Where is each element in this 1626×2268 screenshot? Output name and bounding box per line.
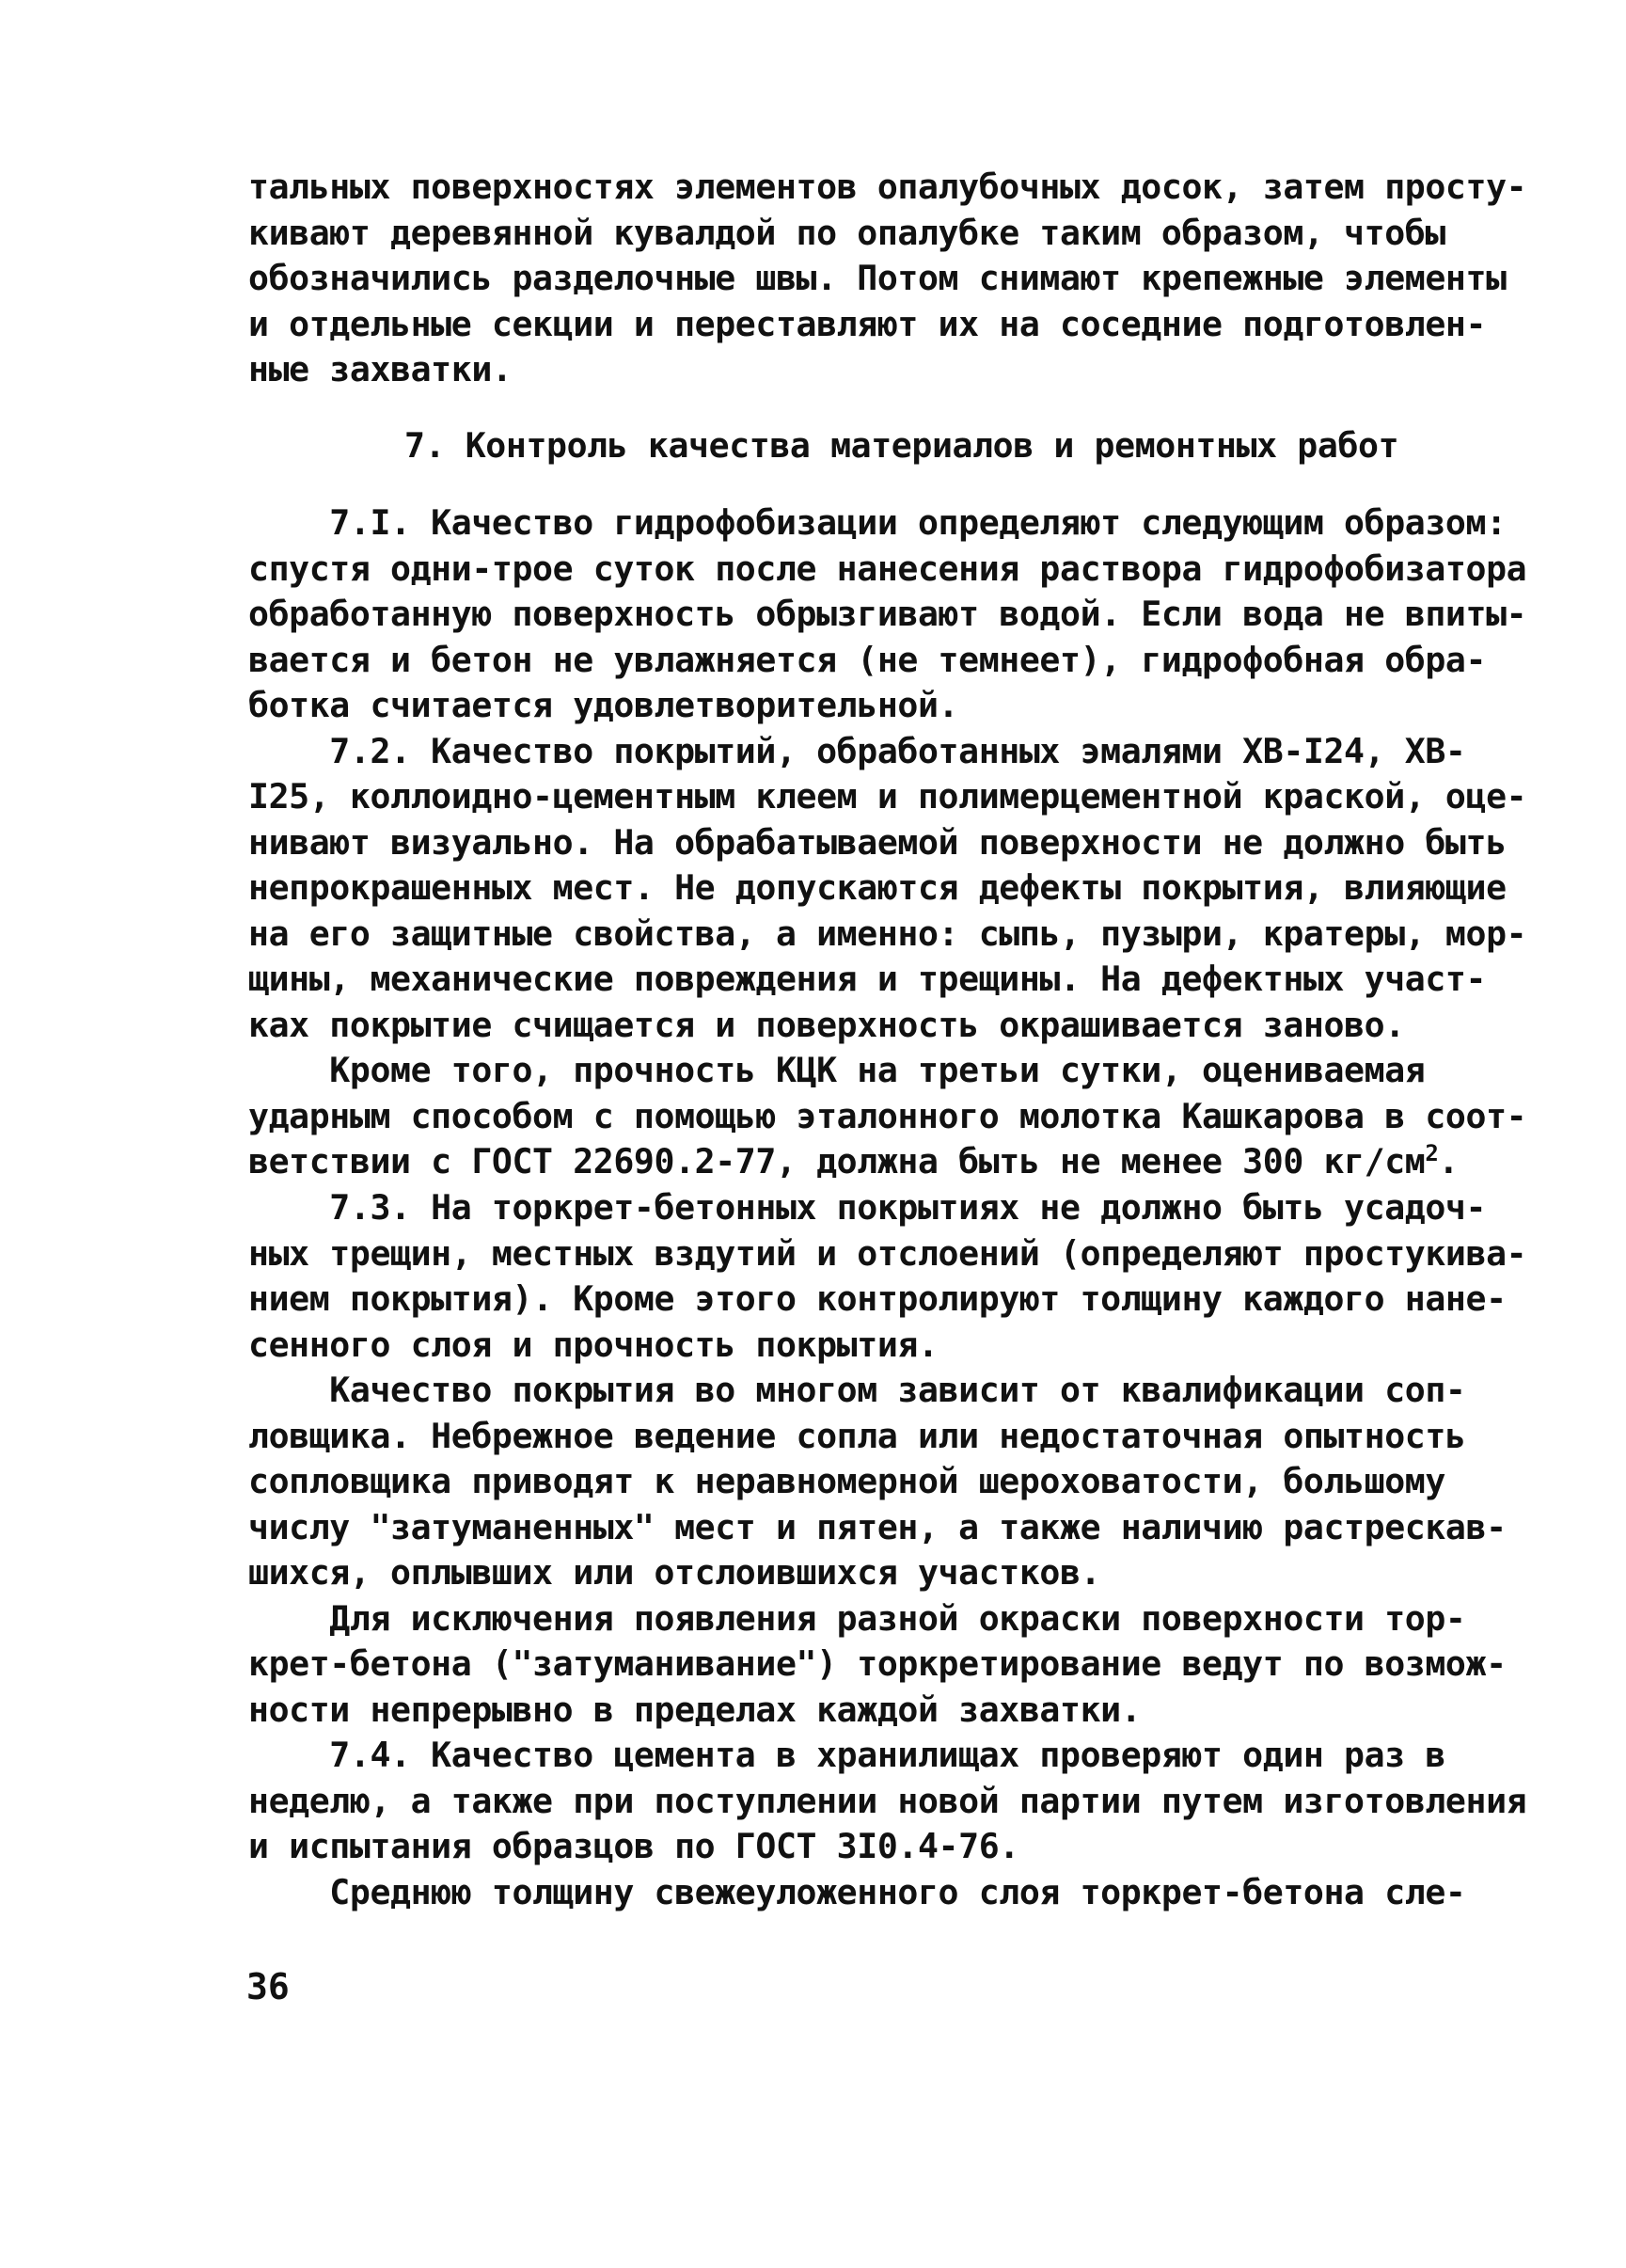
units-line — [248, 1139, 1526, 1185]
text-line: ности непрерывно в пределах каждой захватки. — [248, 1689, 1142, 1730]
text-line: Кроме того, прочность КЦК на третьи сутки, оцениваемая — [248, 1050, 1426, 1090]
text-line: обработанную поверхность обрызгивают водой. Если вода не впиты- — [248, 594, 1527, 634]
text-line: ловщика. Небрежное ведение сопла или недостаточная опытность — [248, 1415, 1466, 1456]
text-line: ударным способом с помощью эталонного молотка Кашкарова в соот- — [248, 1095, 1527, 1136]
text-line: крет-бетона ("затуманивание") торкретирование ведут по возмож- — [248, 1643, 1507, 1684]
text-line: числу "затуманенных" мест и пятен, а также наличию растрескав- — [248, 1506, 1507, 1547]
units-line-text: ветствии с ГОСТ 22690.2-77, должна быть не менее 300 кг/см — [248, 1141, 1426, 1182]
text-line: Качество покрытия во многом зависит от квалификации соп- — [248, 1370, 1466, 1410]
superscript-2: 2 — [1425, 1139, 1439, 1166]
text-line: нивают визуально. На обрабатываемой поверхности не должно быть — [248, 821, 1507, 863]
text-line: нием покрытия). Кроме этого контролируют толщину каждого нане- — [248, 1278, 1507, 1319]
text-line: ках покрытие счищается и поверхность окрашивается заново. — [248, 1004, 1405, 1045]
body-section-7-1-7-2 — [248, 500, 1526, 1185]
text-line: кивают деревянной кувалдой по опалубке таким образом, чтобы — [248, 212, 1445, 253]
text-line: ботка считается удовлетворительной. — [248, 685, 959, 725]
text-line: 7.4. Качество цемента в хранилищах проверяют один раз в — [248, 1735, 1445, 1775]
text-line: сенного слоя и прочность покрытия. — [248, 1324, 939, 1365]
text-line: шихся, оплывших или отслоившихся участков. — [248, 1552, 1101, 1593]
text-line: и испытания образцов по ГОСТ 3I0.4-76. — [248, 1826, 1019, 1866]
text-line: 7.I. Качество гидрофобизации определяют следующим образом: — [248, 502, 1507, 543]
text-line: спустя одни-трое суток после нанесения раствора гидрофобизатора — [248, 547, 1527, 589]
body-section-7-3-7-4 — [248, 1185, 1526, 1915]
text-line: ные захватки. — [248, 349, 513, 389]
page-number: 36 — [246, 1966, 290, 2007]
text-line: тальных поверхностях элементов опалубочных досок, затем просту- — [248, 167, 1527, 207]
units-line-end: . — [1438, 1141, 1459, 1182]
text-line: I25, коллоидно-цементным клеем и полимерцементной краской, оце- — [248, 776, 1527, 817]
text-line: сопловщика приводят к неравномерной шероховатости, большому — [248, 1461, 1445, 1501]
text-line: неделю, а также при поступлении новой партии путем изготовления — [248, 1780, 1527, 1821]
text-line: ных трещин, местных вздутий и отслоений (определяют простукива- — [248, 1232, 1527, 1274]
text-line: Среднюю толщину свежеуложенного слоя торкрет-бетона сле- — [248, 1871, 1466, 1912]
intro-paragraph — [248, 165, 1526, 393]
text-line: на его защитные свойства, а именно: сыпь, пузыри, кратеры, мор- — [248, 912, 1527, 954]
text-line: 7.2. Качество покрытий, обработанных эмалями ХВ-I24, ХВ- — [248, 730, 1466, 771]
text-line: Для исключения появления разной окраски поверхности тор- — [248, 1597, 1466, 1639]
section-heading: 7. Контроль качества материалов и ремонтных работ — [404, 425, 1399, 466]
text-line: обозначились разделочные швы. Потом снимают крепежные элементы — [248, 258, 1507, 298]
text-line: вается и бетон не увлажняется (не темнеет), гидрофобная обра- — [248, 639, 1487, 680]
text-line: щины, механические повреждения и трещины. На дефектных участ- — [248, 959, 1487, 999]
text-line: и отдельные секции и переставляют их на соседние подготовлен- — [248, 303, 1487, 344]
text-line: непрокрашенных мест. Не допускаются дефекты покрытия, влияющие — [248, 867, 1507, 908]
text-line: 7.3. На торкрет-бетонных покрытиях не должно быть усадоч- — [248, 1187, 1487, 1228]
